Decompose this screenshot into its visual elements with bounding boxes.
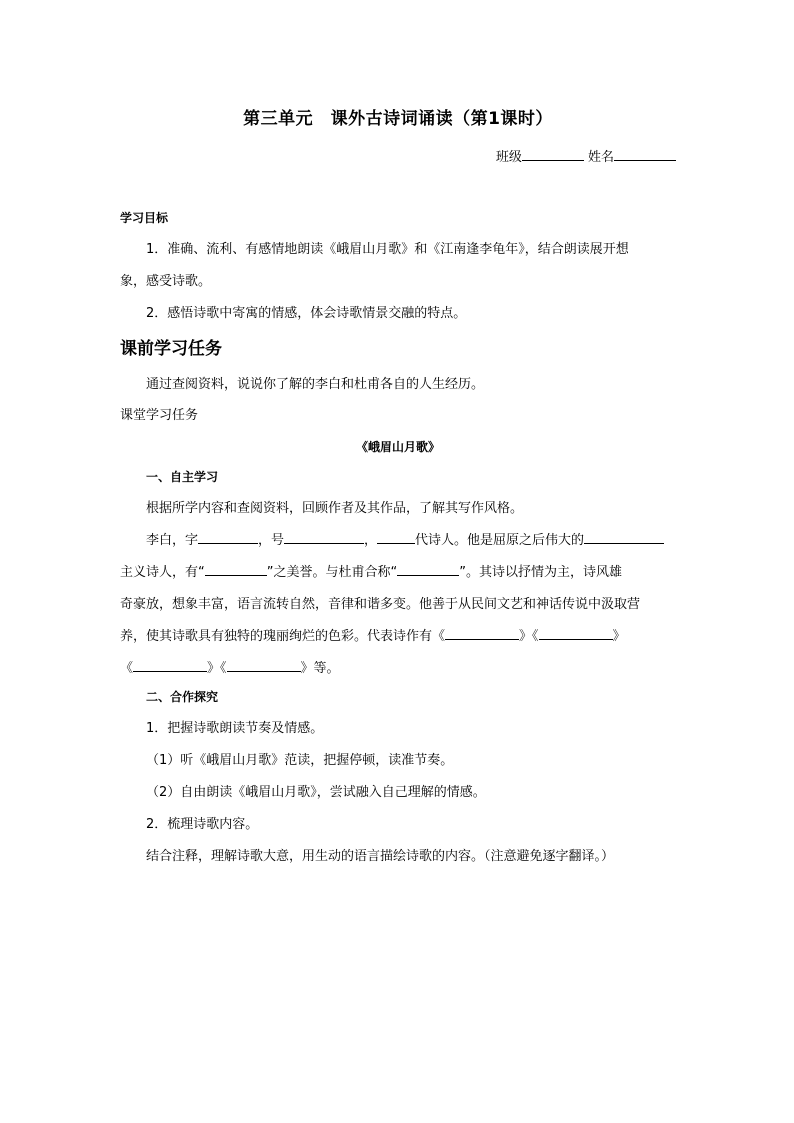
goals-heading: 学习目标 — [120, 211, 169, 225]
pre-task-text: 通过查阅资料，说说你了解的李白和杜甫各自的人生经历。 — [146, 377, 485, 392]
joint-title-blank[interactable] — [397, 563, 459, 576]
name-label: 姓名 — [587, 150, 614, 165]
section-2-item-1: 1．把握诗歌朗读节奏及情感。 — [146, 721, 324, 736]
text-fragment: ”之美誉。与杜甫合称“ — [266, 565, 398, 580]
poem-title: 《峨眉山月歌》 — [355, 440, 440, 454]
author-text-line-3: 奇豪放，想象丰富，语言流转自然，音律和谐多变。他善于从民间文艺和神话传说中汲取营 — [120, 597, 641, 612]
name-blank[interactable] — [614, 148, 676, 161]
courtesy-name-blank[interactable] — [198, 531, 258, 544]
work-blank-2[interactable] — [539, 627, 613, 640]
section-1-heading: 一、自主学习 — [146, 470, 219, 484]
pre-task-heading: 课前学习任务 — [120, 339, 222, 359]
class-task-heading: 课堂学习任务 — [120, 408, 199, 423]
work-blank-1[interactable] — [445, 627, 519, 640]
section-1-intro: 根据所学内容和查阅资料，回顾作者及其作品，了解其写作风格。 — [146, 501, 524, 516]
section-2-sub-1: （1）听《峨眉山月歌》范读，把握停顿，读准节奏。 — [146, 753, 454, 768]
section-2-item-2: 2．梳理诗歌内容。 — [146, 817, 259, 832]
text-fragment: 《 — [120, 661, 134, 676]
author-fill-line-5 — [120, 657, 340, 676]
text-fragment: 养，使其诗歌具有独特的瑰丽绚烂的色彩。代表诗作有《 — [120, 629, 446, 644]
section-2-sub-2: （2）自由朗读《峨眉山月歌》，尝试融入自己理解的情感。 — [146, 785, 486, 800]
art-name-blank[interactable] — [284, 531, 364, 544]
class-name-fields — [496, 146, 676, 165]
goal-item-1-line-1: 1．准确、流利、有感情地朗读《峨眉山月歌》和《江南逢李龟年》，结合朗读展开想 — [146, 242, 629, 257]
goal-item-1-line-2: 象，感受诗歌。 — [120, 274, 212, 289]
text-fragment: 》 — [612, 629, 626, 644]
literary-school-blank[interactable] — [584, 531, 664, 544]
text-fragment: 主义诗人，有“ — [120, 565, 205, 580]
text-fragment: ，号 — [258, 533, 285, 548]
class-label: 班级 — [495, 150, 522, 165]
work-blank-3[interactable] — [133, 659, 207, 672]
nickname-blank[interactable] — [205, 563, 267, 576]
class-blank[interactable] — [522, 148, 584, 161]
author-fill-line-4 — [120, 625, 626, 644]
author-fill-line-1 — [120, 529, 664, 548]
section-2-heading: 二、合作探究 — [146, 690, 219, 704]
section-2-instruction: 结合注释，理解诗歌大意，用生动的语言描绘诗歌的内容。（注意避免逐字翻译。） — [146, 849, 615, 864]
page-title: 第三单元 课外古诗词诵读（第1课时） — [243, 109, 553, 129]
goal-item-2: 2．感悟诗歌中寄寓的情感，体会诗歌情景交融的特点。 — [146, 306, 467, 321]
work-blank-4[interactable] — [227, 659, 301, 672]
text-fragment: 》《 — [519, 629, 539, 644]
text-fragment: 》等。 — [300, 661, 340, 676]
author-fill-line-2 — [120, 561, 622, 580]
dynasty-blank[interactable] — [377, 531, 415, 544]
text-fragment: ， — [364, 533, 378, 548]
text-fragment: 》《 — [207, 661, 227, 676]
text-fragment: 代诗人。他是屈原之后伟大的 — [415, 533, 585, 548]
text-fragment: 李白，字 — [146, 533, 199, 548]
text-fragment: ”。其诗以抒情为主，诗风雄 — [459, 565, 622, 580]
